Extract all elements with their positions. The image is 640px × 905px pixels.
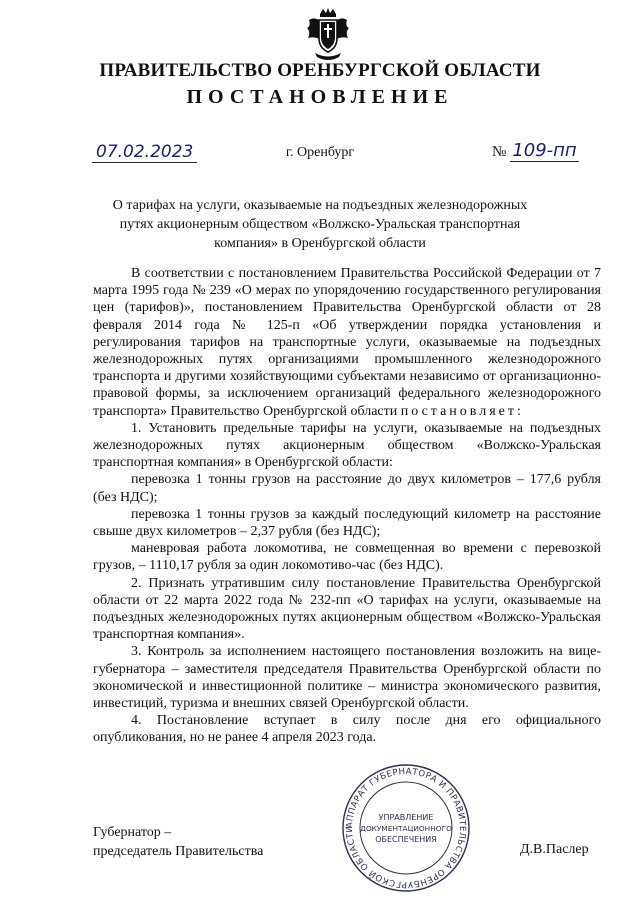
intro-text: В соответствии с постановлением Правительства Российской Федерации от 7 марта 1995 года № 239 «О мерах по упорядочению государственного регулирования цен (тарифов)», постановлением Правительства Оренбургской области от 28 февраля 2014 года № 125-п «Об утверждении порядка установления и регулирования тарифов на транспортные услуги, оказываемые на подъездных железнодорожных путях организациями промышленного железнодорожного транспорта и другими хозяйствующими субъектами независимо от организационно-правовой формы, за исключением организаций федерального железнодорожного транспорта» Правительство Оренбургской области [93,266,601,419]
paragraph-3: 3. Контроль за исполнением настоящего постановления возложить на вице-губернатора – заместителя председателя Правительства Оренбургской области по экономической и инвестиционной политике – министра экономического развития, инвестиций, туризма и внешних связей Оренбургской области. [93,644,601,712]
coat-of-arms-icon [305,6,351,62]
paragraph-1c: маневровая работа локомотива, не совмещенная во времени с перевозкой грузов, – 1110,17 рубля за один локомотиво-час (без НДС). [93,541,601,574]
paragraph-1a: перевозка 1 тонны грузов на расстояние до двух километров – 177,6 рубля (без НДС); [93,472,601,505]
paragraph-1: 1. Установить предельные тарифы на услуги, оказываемые на подъездных железнодорожных путях акционерным обществом «Волжско-Уральская транспортная компания» в Оренбургской области: [93,420,601,471]
signatory-position [93,823,263,861]
document-title: О тарифах на услуги, оказываемые на подъездных железнодорожных путях акционерным обществом «Волжско-Уральская транспортная компания» в Оренбургской области [112,198,528,251]
document-body [93,265,601,747]
stamp-line-1: УПРАВЛЕНИЕ [378,813,434,822]
document-type: ПОСТАНОВЛЕНИЕ [186,86,454,108]
document-number [492,140,579,161]
stamp-ring-text: АППАРАТ ГУБЕРНАТОРА И ПРАВИТЕЛЬСТВА ОРЕНБУРГСКОЙ ОБЛАСТИ [344,766,468,890]
paragraph-4: 4. Постановление вступает в силу после дня его официального опубликования, но не ранее 4 апреля 2023 года. [93,713,601,746]
number-value: 109-пп [512,140,577,161]
document-city: г. Оренбург [285,145,355,160]
number-prefix: № [492,144,507,160]
signatory-name: Д.В.Паслер [520,842,589,857]
position-line-1: Губернатор – [93,825,172,840]
organization-name: ПРАВИТЕЛЬСТВО ОРЕНБУРГСКОЙ ОБЛАСТИ [99,60,541,81]
stamp-line-2: ДОКУМЕНТАЦИОННОГО [360,824,452,833]
stamp-line-3: ОБЕСПЕЧЕНИЯ [375,835,437,844]
paragraph-2: 2. Признать утратившим силу постановление Правительства Оренбургской области от 22 марта 2022 года № 232-пп «О тарифах на услуги, оказываемые на подъездных железнодорожных путях акционерным обществом «Волжско-Уральская транспортная компания». [93,575,601,643]
paragraph-intro [93,265,601,420]
document-date: 07.02.2023 [92,142,197,163]
resolves-text: постановляет: [400,403,524,419]
paragraph-1b: перевозка 1 тонны грузов за каждый последующий километр на расстояние свыше двух километров – 2,37 рубля (без НДС); [93,506,601,540]
position-line-2: председатель Правительства [93,844,264,859]
official-stamp [340,762,472,894]
